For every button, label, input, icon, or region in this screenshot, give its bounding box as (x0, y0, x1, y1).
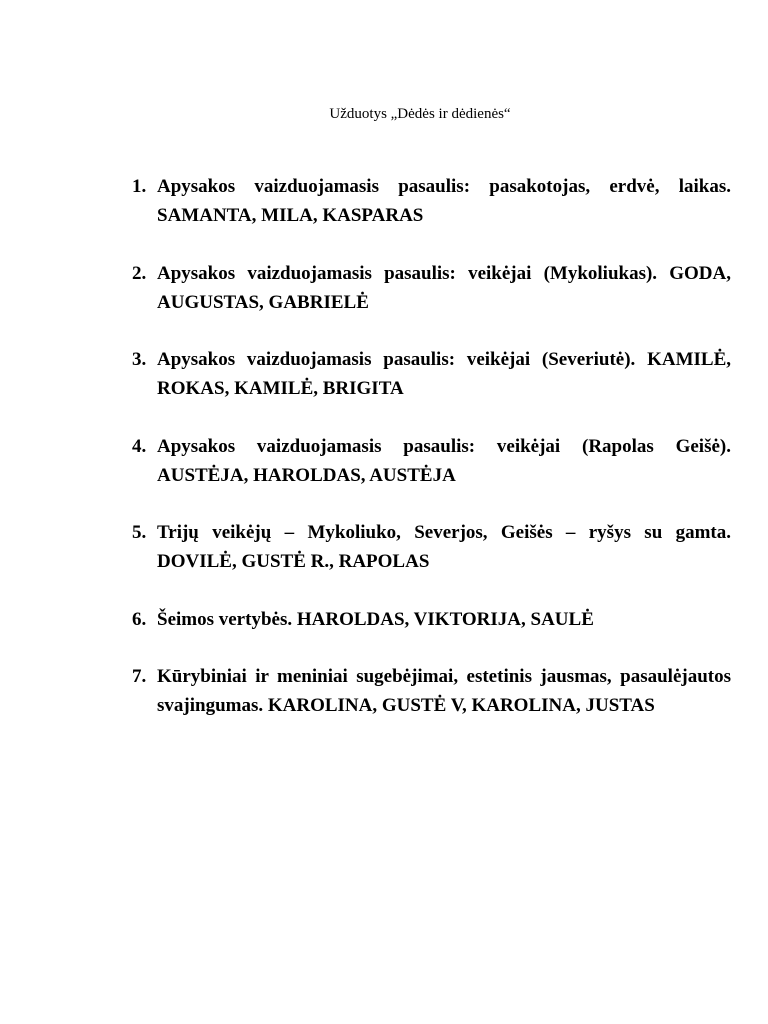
task-item-7 (132, 662, 731, 720)
task-number: 7. (132, 666, 147, 687)
task-number: 3. (132, 349, 147, 370)
task-students: SAMANTA, MILA, KASPARAS (157, 205, 424, 226)
task-item-1 (132, 172, 731, 230)
task-text (157, 432, 731, 490)
task-number: 1. (132, 176, 147, 197)
task-topic: Apysakos vaizduojamasis pasaulis: pasakotojas, erdvė, laikas. (157, 176, 731, 197)
task-text (157, 259, 731, 317)
task-item-3 (132, 345, 731, 403)
task-text (157, 345, 731, 403)
task-number: 2. (132, 262, 147, 284)
task-text (157, 662, 731, 720)
task-text (157, 518, 731, 576)
task-topic: Apysakos vaizduojamasis pasaulis: veikėjai (Rapolas Geišė). (157, 435, 731, 457)
document-title: Užduotys „Dėdės ir dėdienės“ (329, 106, 511, 122)
task-students: HAROLDAS, VIKTORIJA, SAULĖ (296, 608, 594, 630)
task-item-6 (132, 605, 731, 634)
task-item-2 (132, 259, 731, 317)
task-item-4 (132, 432, 731, 490)
task-list (132, 172, 731, 749)
task-topic: Kūrybiniai ir meniniai sugebėjimai, estetinis jausmas, pasaulėjautos svajingumas. (157, 666, 731, 716)
task-text (157, 605, 731, 634)
task-students: KAROLINA, GUSTĖ V, KAROLINA, JUSTAS (267, 695, 655, 716)
task-text (157, 172, 731, 230)
task-number: 4. (132, 435, 147, 457)
task-students: GODA, AUGUSTAS, GABRIELĖ (157, 262, 731, 313)
task-topic: Trijų veikėjų – Mykoliuko, Severjos, Geišės – ryšys su gamta. (157, 522, 731, 543)
task-topic: Šeimos vertybės. (157, 608, 293, 630)
task-number: 5. (132, 522, 147, 543)
task-topic: Apysakos vaizduojamasis pasaulis: veikėjai (Severiutė). (157, 349, 636, 370)
task-students: KAMILĖ, ROKAS, KAMILĖ, BRIGITA (157, 349, 732, 399)
task-item-5 (132, 518, 731, 576)
task-students: DOVILĖ, GUSTĖ R., RAPOLAS (157, 551, 430, 572)
task-students: AUSTĖJA, HAROLDAS, AUSTĖJA (157, 464, 456, 486)
task-topic: Apysakos vaizduojamasis pasaulis: veikėjai (Mykoliukas). (157, 262, 658, 284)
task-number: 6. (132, 608, 147, 630)
